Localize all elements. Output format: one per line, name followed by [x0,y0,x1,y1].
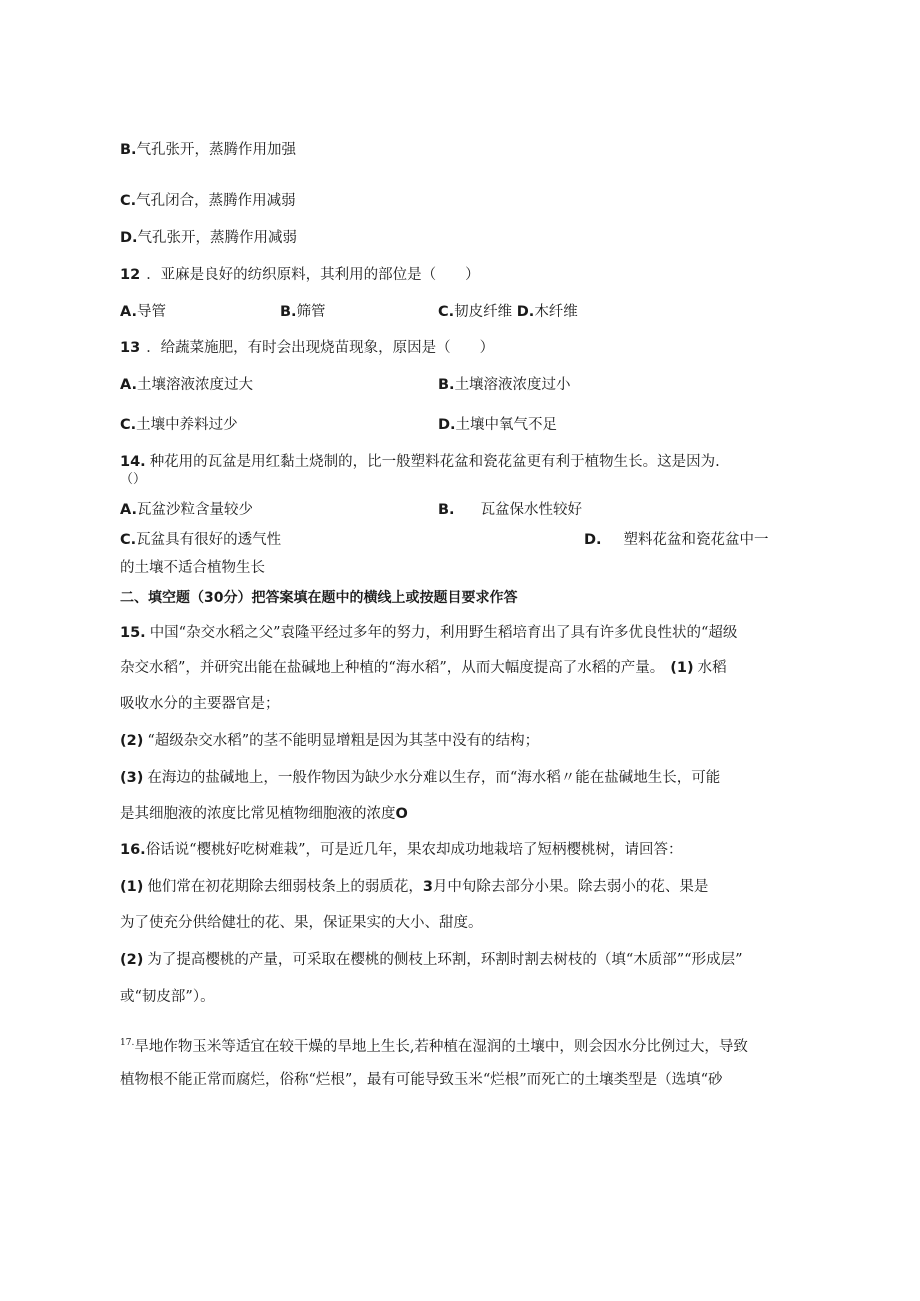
q15-line-3: 吸收水分的主要器官是； [120,696,280,712]
option-letter: A. [120,502,137,518]
q12-options [120,302,166,322]
question-text: “超级杂交水稻”的茎不能明显增粗是因为其茎中没有的结构； [147,733,540,749]
q14-option-c [120,530,281,550]
sub-question-number: (2) [120,952,144,968]
q13-option-a [120,375,253,395]
q14-stem [120,452,720,472]
sub-question-number: (1) [120,879,144,895]
question-text: 是其细胞液的浓度比常见植物细胞液的浓度 [120,806,396,822]
section-heading: 二、填空题（30分）把答案填在题中的横线上或按题目要求作答 [120,590,518,606]
option-letter: C. [120,417,137,433]
option-text: 瓦盆保水性较好 [480,502,583,518]
q12-option-cd [438,302,578,322]
q16-part-2 [120,950,743,970]
q15-part-2 [120,731,539,751]
sub-question-number: (3) [120,770,144,786]
q11-option-b [120,140,296,160]
option-letter: B. [438,377,455,393]
q11-option-d [120,228,297,248]
question-number: 16. [120,842,146,858]
option-text: 塑料花盆和瓷花盆中一 [623,532,769,548]
option-text: 筛管 [296,304,326,320]
option-letter: B. [438,502,455,518]
q14-option-a [120,500,253,520]
question-text: 中国“杂交水稻之父”袁隆平经过多年的努力，利用野生稻培育出了具有许多优良性状的“超级 [149,625,738,641]
option-text: 气孔闭合，蒸腾作用减弱 [136,193,296,209]
sub-question-number: (1) [670,660,694,676]
question-text: ．亚麻是良好的纺织原料，其利用的部位是（ ） [146,267,480,283]
question-text: 月中旬除去部分小果。除去弱小的花、果是 [432,879,709,895]
question-number: 15. [120,625,146,641]
question-text: 水稻 [697,660,727,676]
q16-part-2-continued: 或“韧皮部”）。 [120,989,215,1005]
q16-part-1-continued: 为了使充分供给健壮的花、果，保证果实的大小、甜度。 [120,915,483,931]
q11-option-c [120,191,296,211]
q14-paren: （） [120,472,147,487]
question-text: 杂交水稻”，并研究出能在盐碱地上种植的“海水稻”，从而大幅度提高了水稻的产量。 [120,660,665,676]
question-text: 为了提高樱桃的产量，可采取在樱桃的侧枝上环割，环割时割去树枝的（填“木质部”“形成层” [147,952,743,968]
option-text: 土壤溶液浓度过大 [137,377,253,393]
q14-option-d-continued: 的土壤不适合植物生长 [120,560,265,576]
q15-part-3 [120,768,720,788]
option-text: 土壤溶液浓度过小 [454,377,571,393]
option-letter: D. [120,230,138,246]
question-text: 他们常在初花期除去细弱枝条上的弱质花， [147,879,423,895]
q16-part-1 [120,877,708,897]
option-letter: B. [120,142,137,158]
question-text: ．给蔬菜施肥，有时会出现烧苗现象，原因是（ ） [146,340,495,356]
question-number: 13 [120,340,141,356]
q13-option-d [438,415,557,435]
question-number: 17. [120,1038,135,1048]
option-text: 土壤中养料过少 [136,417,238,433]
option-letter: D. [516,304,535,320]
option-text: 韧皮纤维 [454,304,513,320]
q15-line-1 [120,623,737,643]
sub-question-number: (2) [120,733,144,749]
option-letter: A. [120,304,137,320]
question-text: 种花用的瓦盆是用红黏土烧制的，比一般塑料花盆和瓷花盆更有利于植物生长。这是因为. [149,454,720,470]
question-text: 旱地作物玉米等适宜在较干燥的旱地上生长,若种植在湿润的土壤中，则会因水分比例过大，导致 [134,1038,748,1055]
option-text: 气孔张开，蒸腾作用加强 [136,142,297,158]
q13-option-c [120,415,238,435]
q13-option-b [438,375,571,395]
q14-option-b [438,500,582,520]
option-text: 气孔张开，蒸腾作用减弱 [137,230,298,246]
q15-line-2 [120,658,727,678]
question-number: 12 [120,267,141,283]
question-text: 俗话说“樱桃好吃树难栽”，可是近几年，果农却成功地栽培了短柄樱桃树，请回答： [145,842,683,858]
option-text: 木纤维 [534,304,578,320]
q13-stem [120,338,494,358]
option-letter: B. [280,304,297,320]
question-text-end: O [395,806,408,822]
q17-line-2: 植物根不能正常而腐烂，俗称“烂根”，最有可能导致玉米“烂根”而死亡的土壤类型是（选填“砂 [120,1072,723,1088]
option-letter: D. [438,417,456,433]
option-text: 瓦盆具有很好的透气性 [136,532,282,548]
q16-stem [120,840,683,860]
option-letter: A. [120,377,137,393]
option-letter: C. [438,304,455,320]
q12-stem [120,265,480,285]
question-number: 14. [120,454,146,470]
q15-part-3-continued [120,804,408,824]
option-letter: D. [584,532,602,548]
question-text: 在海边的盐碱地上，一般作物因为缺少水分难以生存，而“海水稻〃能在盐碱地生长，可能 [147,770,721,786]
q14-option-d [584,530,769,550]
option-text: 导管 [137,304,166,320]
q12-option-b [280,302,326,322]
q17-line-1 [120,1033,748,1057]
month-number: 3 [422,879,433,895]
option-letter: C. [120,193,137,209]
option-text: 土壤中氧气不足 [455,417,558,433]
option-text: 瓦盆沙粒含量较少 [137,502,253,518]
option-letter: C. [120,532,137,548]
